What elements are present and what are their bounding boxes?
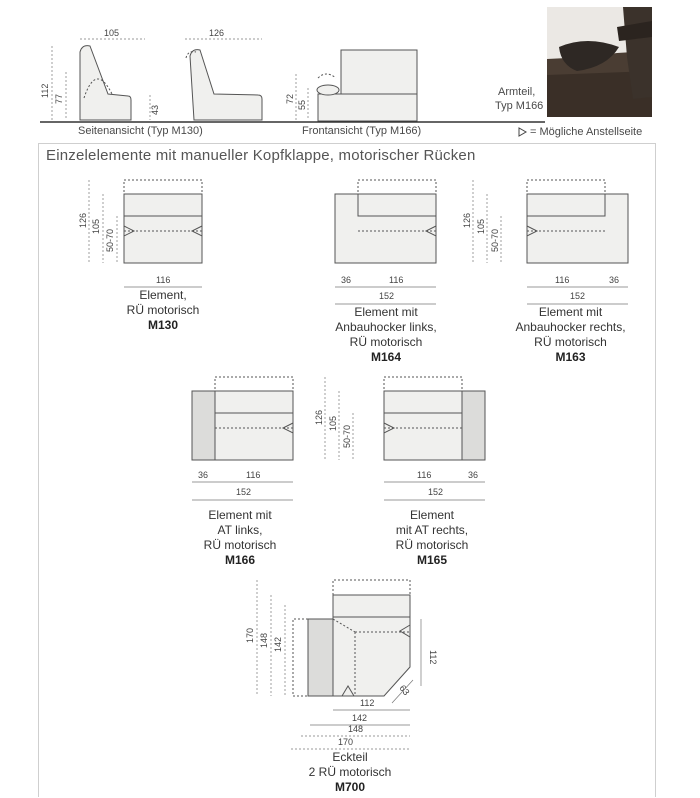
side-view-chair-2 xyxy=(186,50,262,120)
m165-dim-w-total: 152 xyxy=(428,487,444,497)
caption-m700-code: M700 xyxy=(334,780,366,794)
m166-dim-w-total: 152 xyxy=(236,487,252,497)
m700-dim-diag: 63 xyxy=(397,683,412,698)
m164-dim-w-mid: 116 xyxy=(389,275,404,285)
dim-side-height-b: 77 xyxy=(54,93,64,104)
caption-m166 xyxy=(180,508,300,568)
caption-m165-line1: Element xyxy=(409,508,455,522)
m166-dim-w-mid: 116 xyxy=(246,470,261,480)
dim-front-h1: 72 xyxy=(285,93,295,104)
m163-dim-w-right: 36 xyxy=(609,275,620,285)
m130-dim-v1: 126 xyxy=(78,212,88,228)
m163-dim-w-total: 152 xyxy=(570,291,586,301)
caption-m164-line1: Element mit xyxy=(354,305,418,319)
dim-side-height-total: 112 xyxy=(40,83,50,98)
caption-m163-line1: Element mit xyxy=(538,305,603,319)
m165-dim-w-right: 36 xyxy=(468,470,479,480)
m163-dim-w-mid: 116 xyxy=(555,275,570,285)
armrest-label-line1: Armteil, xyxy=(498,86,536,98)
side-view-chair-1 xyxy=(80,46,131,120)
caption-m164 xyxy=(326,305,446,365)
m700-dim-h2: 142 xyxy=(352,713,368,723)
m700-dim-v2: 148 xyxy=(259,632,269,648)
caption-m130 xyxy=(100,288,226,333)
m700-dim-h3: 148 xyxy=(348,724,364,734)
caption-m166-line3: RÜ motorisch xyxy=(203,538,277,552)
caption-m164-line3: RÜ motorisch xyxy=(349,335,423,349)
section-title: Einzelelemente mit manueller Kopfklappe, motorischer Rücken xyxy=(46,147,476,164)
m700-dim-v3: 142 xyxy=(273,636,283,652)
caption-m130-code: M130 xyxy=(147,318,179,332)
m164-dim-w-total: 152 xyxy=(379,291,395,301)
m700-dim-side: 112 xyxy=(428,650,438,665)
m163-dim-v2: 105 xyxy=(476,218,486,234)
m163-dim-v3: 50-70 xyxy=(490,228,500,252)
dim-front-h2: 55 xyxy=(297,99,307,110)
m130-dim-v3: 50-70 xyxy=(105,228,115,252)
caption-m163-code: M163 xyxy=(555,350,586,364)
m130-dim-v2: 105 xyxy=(91,218,101,234)
caption-m130-line2: RÜ motorisch xyxy=(126,303,200,317)
dim-side-seat-height: 43 xyxy=(150,104,160,115)
m166-dim-v3: 50-70 xyxy=(342,424,352,448)
caption-m163-line2: Anbauhocker rechts, xyxy=(515,320,626,334)
m166-dim-v1: 126 xyxy=(314,409,324,425)
m166-dim-w-left: 36 xyxy=(198,470,209,480)
caption-m165-line2: mit AT rechts, xyxy=(395,523,469,537)
caption-m166-code: M166 xyxy=(224,553,256,567)
m163-dim-v1: 126 xyxy=(462,212,472,228)
armrest-photo xyxy=(547,7,652,117)
m165-dim-w-mid: 116 xyxy=(417,470,432,480)
m164-dim-w-left: 36 xyxy=(341,275,352,285)
m130-dim-w1: 116 xyxy=(156,275,171,285)
caption-m165-line3: RÜ motorisch xyxy=(395,538,469,552)
caption-m166-line1: Element mit xyxy=(208,508,272,522)
legend-text: = Mögliche Anstellseite xyxy=(530,126,643,138)
side-view-label: Seitenansicht (Typ M130) xyxy=(78,125,203,137)
m700-dim-h1: 112 xyxy=(360,698,375,708)
dim-side-depth-a: 105 xyxy=(104,28,120,38)
caption-m163 xyxy=(508,305,633,365)
caption-m700 xyxy=(290,750,410,795)
caption-m164-code: M164 xyxy=(370,350,402,364)
armrest-photo-drawing xyxy=(547,7,652,117)
caption-m164-line2: Anbauhocker links, xyxy=(335,320,437,334)
m700-dim-h4: 170 xyxy=(338,737,354,747)
caption-m166-line2: AT links, xyxy=(217,523,263,537)
caption-m165-code: M165 xyxy=(416,553,448,567)
caption-m700-line1: Eckteil xyxy=(332,750,368,764)
caption-m163-line3: RÜ motorisch xyxy=(534,335,607,349)
front-view-label: Frontansicht (Typ M166) xyxy=(302,125,422,137)
caption-m700-line2: 2 RÜ motorisch xyxy=(308,765,392,779)
elements-panel xyxy=(38,143,656,797)
caption-m130-line1: Element, xyxy=(139,288,187,302)
front-view-sofa xyxy=(317,50,417,121)
m166-dim-v2: 105 xyxy=(328,415,338,431)
dim-side-depth-b: 126 xyxy=(209,28,225,38)
caption-m165 xyxy=(372,508,492,568)
armrest-label-line2: Typ M166 xyxy=(495,100,544,112)
m700-dim-v1: 170 xyxy=(245,627,255,643)
legend-triangle-icon xyxy=(519,128,526,136)
